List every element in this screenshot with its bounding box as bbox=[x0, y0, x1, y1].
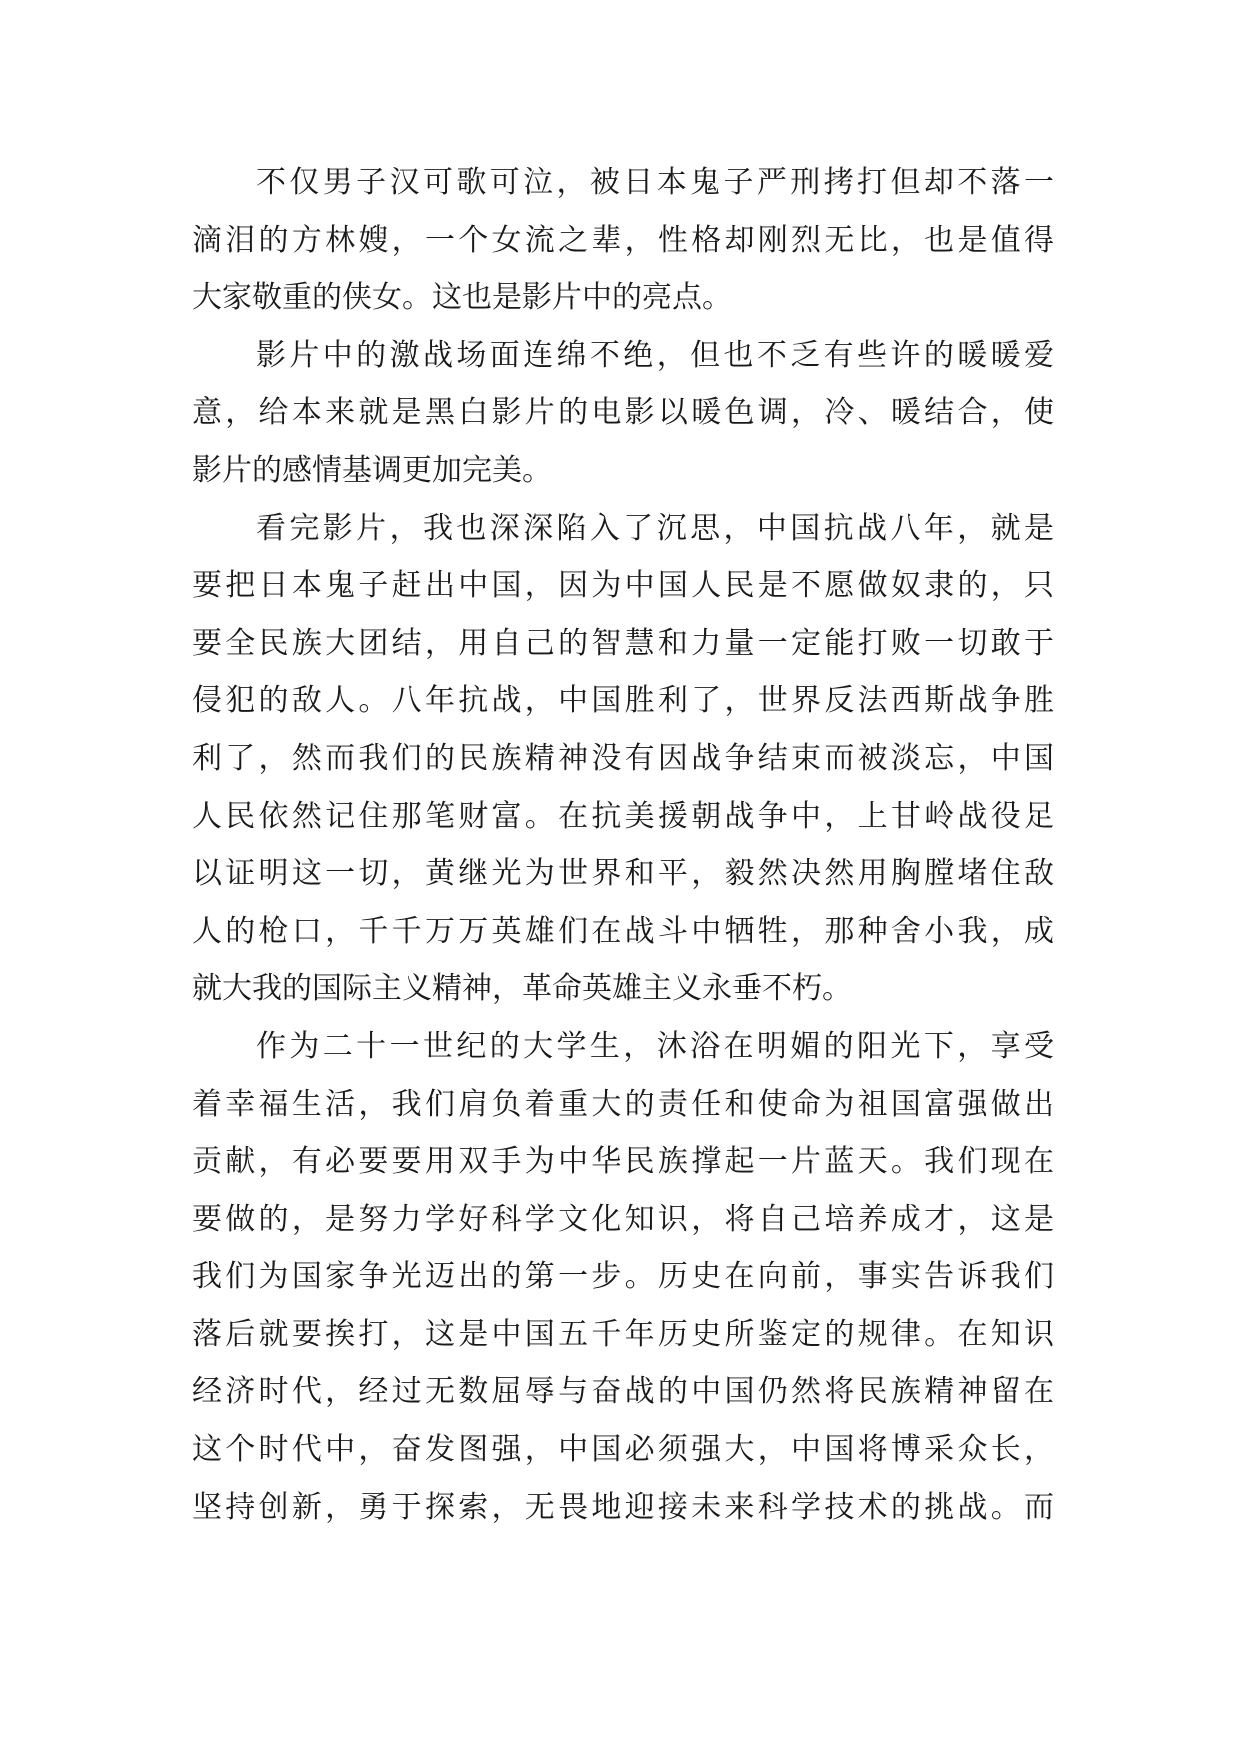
body-text bbox=[192, 154, 1054, 1536]
paragraph-4 bbox=[192, 1018, 1054, 1536]
text-line: 不仅男子汉可歌可泣，被日本鬼子严刑拷打但却不落一 bbox=[256, 165, 1054, 200]
paragraph-3 bbox=[192, 500, 1054, 1018]
text-line: 就大我的国际主义精神，革命英雄主义永垂不朽。 bbox=[192, 971, 852, 1007]
text-line: 要全民族大团结，用自己的智慧和力量一定能打败一切敢于 bbox=[192, 625, 1054, 661]
text-line: 经济时代，经过无数屈辱与奋战的中国仍然将民族精神留在 bbox=[192, 1374, 1054, 1410]
text-line: 以证明这一切，黄继光为世界和平，毅然决然用胸膛堵住敌 bbox=[192, 856, 1054, 892]
paragraph-2 bbox=[192, 327, 1054, 500]
text-line: 人的枪口，千千万万英雄们在战斗中牺牲，那种舍小我，成 bbox=[192, 913, 1054, 949]
text-line: 看完影片，我也深深陷入了沉思，中国抗战八年，就是 bbox=[256, 510, 1054, 546]
text-line: 滴泪的方林嫂，一个女流之辈，性格却刚烈无比，也是值得 bbox=[192, 222, 1054, 258]
text-line: 影片中的激战场面连绵不绝，但也不乏有些许的暖暖爱 bbox=[256, 337, 1054, 373]
text-line: 人民依然记住那笔财富。在抗美援朝战争中，上甘岭战役足 bbox=[192, 798, 1054, 834]
text-line: 影片的感情基调更加完美。 bbox=[192, 452, 552, 488]
text-line: 意，给本来就是黑白影片的电影以暖色调，冷、暖结合，使 bbox=[192, 395, 1054, 431]
text-line: 贡献，有必要要用双手为中华民族撑起一片蓝天。我们现在 bbox=[192, 1144, 1054, 1180]
text-line: 作为二十一世纪的大学生，沐浴在明媚的阳光下，享受 bbox=[256, 1028, 1054, 1064]
text-line: 这个时代中，奋发图强，中国必须强大，中国将博采众长， bbox=[192, 1432, 1054, 1468]
text-line: 落后就要挨打，这是中国五千年历史所鉴定的规律。在知识 bbox=[192, 1316, 1054, 1352]
text-line: 要做的，是努力学好科学文化知识，将自己培养成才，这是 bbox=[192, 1201, 1054, 1237]
paragraph-1 bbox=[192, 154, 1054, 327]
text-line: 着幸福生活，我们肩负着重大的责任和使命为祖国富强做出 bbox=[192, 1086, 1054, 1122]
text-line: 侵犯的敌人。八年抗战，中国胜利了，世界反法西斯战争胜 bbox=[192, 683, 1054, 719]
text-line: 要把日本鬼子赶出中国，因为中国人民是不愿做奴隶的，只 bbox=[192, 568, 1054, 604]
text-line: 坚持创新，勇于探索，无畏地迎接未来科学技术的挑战。而 bbox=[192, 1489, 1054, 1525]
text-line: 我们为国家争光迈出的第一步。历史在向前，事实告诉我们 bbox=[192, 1259, 1054, 1295]
text-line: 大家敬重的侠女。这也是影片中的亮点。 bbox=[192, 280, 732, 316]
text-line: 利了，然而我们的民族精神没有因战争结束而被淡忘，中国 bbox=[192, 740, 1054, 776]
